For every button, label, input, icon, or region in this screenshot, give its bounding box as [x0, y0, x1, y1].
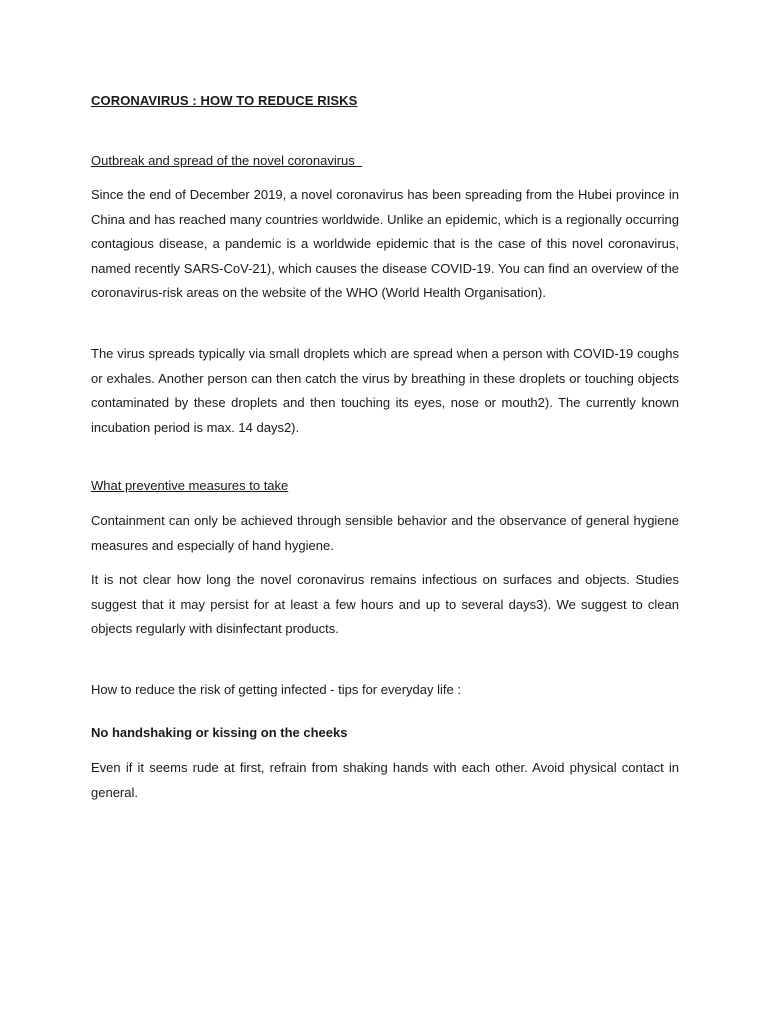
tips-intro: How to reduce the risk of getting infected - tips for everyday life : — [91, 682, 461, 697]
paragraph-outbreak-overview: Since the end of December 2019, a novel coronavirus has been spreading from the Hubei province in China and has reached many countries worldwide. Unlike an epidemic, which is a regionally occurring contagious disease, a pandemic is a worldwide epidemic that is the case of this novel coronavirus, named recently SARS-CoV-21), which causes the disease COVID-19. You can find an overview of the coronavirus-risk areas on the website of the WHO (World Health Organisation). — [91, 187, 679, 300]
paragraph-containment: Containment can only be achieved through sensible behavior and the observance of general hygiene measures and especially of hand hygiene. — [91, 513, 679, 553]
section-heading-outbreak: Outbreak and spread of the novel coronavirus — [91, 153, 362, 168]
tip-text-no-handshaking: Even if it seems rude at first, refrain from shaking hands with each other. Avoid physical contact in general. — [91, 760, 679, 800]
paragraph-surfaces: It is not clear how long the novel coronavirus remains infectious on surfaces and objects. Studies suggest that it may persist for at least a few hours and up to several days3). We suggest to clean objects regularly with disinfectant products. — [91, 572, 679, 636]
section-heading-preventive-measures: What preventive measures to take — [91, 478, 289, 493]
document-title: CORONAVIRUS : HOW TO REDUCE RISKS — [91, 93, 358, 108]
tip-heading-no-handshaking: No handshaking or kissing on the cheeks — [91, 725, 348, 740]
paragraph-virus-spread: The virus spreads typically via small droplets which are spread when a person with COVID-19 coughs or exhales. Another person can then catch the virus by breathing in these droplets or touching objects contaminated by these droplets and then touching its eyes, nose or mouth2). The currently known incubation period is max. 14 days2). — [91, 346, 679, 435]
